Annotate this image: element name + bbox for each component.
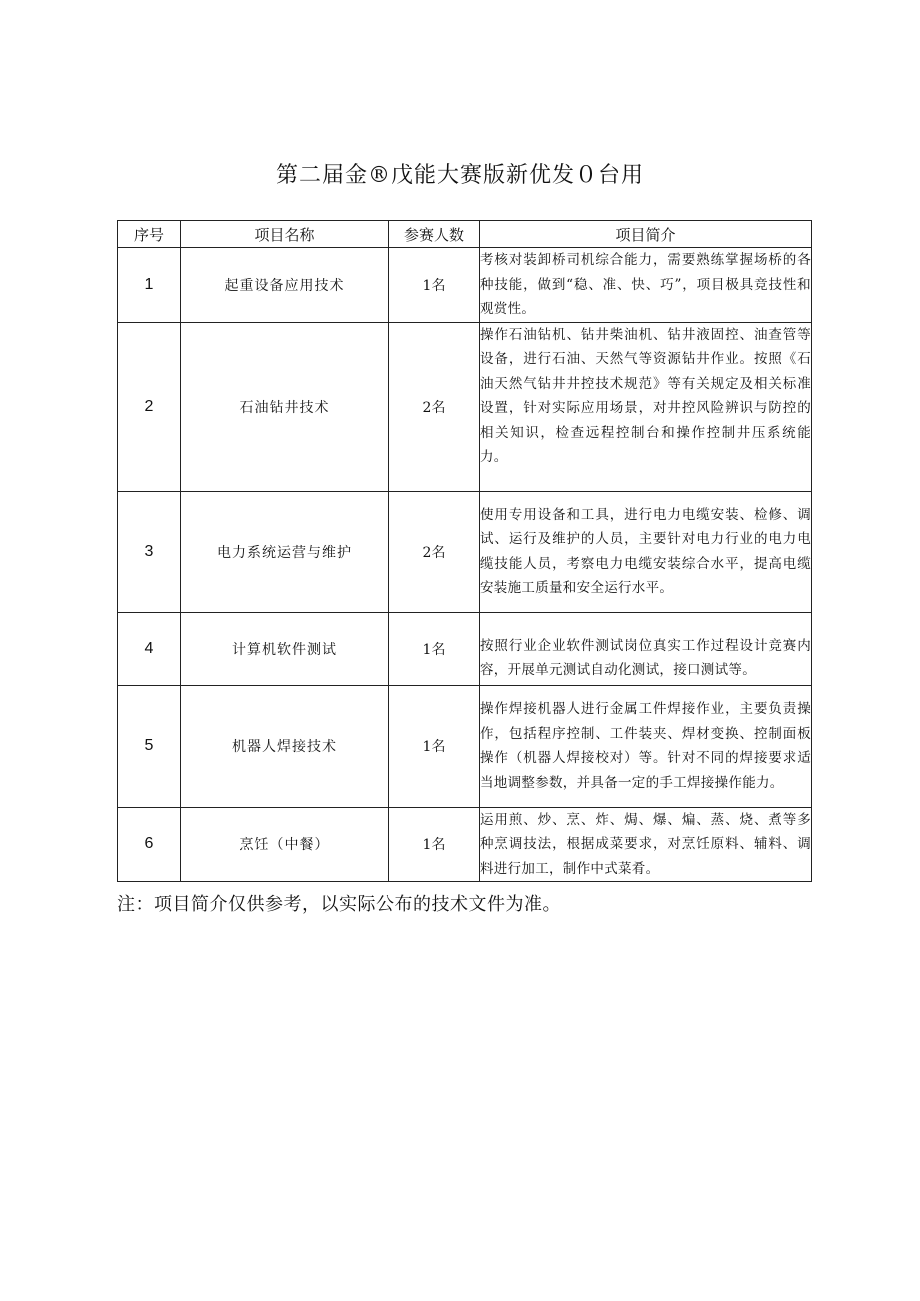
table-header-row bbox=[118, 221, 812, 248]
table-row bbox=[118, 685, 812, 807]
row-index: 3 bbox=[118, 491, 181, 612]
projects-table bbox=[117, 220, 812, 882]
header-project-name: 项目名称 bbox=[181, 221, 389, 248]
row-project-name: 机器人焊接技术 bbox=[181, 685, 389, 807]
table-row bbox=[118, 322, 812, 491]
row-participants: 1名 bbox=[389, 685, 480, 807]
row-index: 6 bbox=[118, 807, 181, 882]
table-row bbox=[118, 612, 812, 685]
row-index: 4 bbox=[118, 612, 181, 685]
header-description: 项目简介 bbox=[480, 221, 812, 248]
row-index: 1 bbox=[118, 248, 181, 323]
table-row bbox=[118, 491, 812, 612]
row-index: 5 bbox=[118, 685, 181, 807]
header-participants: 参赛人数 bbox=[389, 221, 480, 248]
table-row bbox=[118, 248, 812, 323]
table-row bbox=[118, 807, 812, 882]
row-participants: 1名 bbox=[389, 612, 480, 685]
row-description: 考核对装卸桥司机综合能力，需要熟练掌握场桥的各种技能，做到“稳、准、快、巧”，项目极具竞技性和观赏性。 bbox=[480, 248, 812, 323]
row-description: 使用专用设备和工具，进行电力电缆安装、检修、调试、运行及维护的人员，主要针对电力行业的电力电缆技能人员，考察电力电缆安装综合水平，提高电缆安装施工质量和安全运行水平。 bbox=[480, 491, 812, 612]
header-index: 序号 bbox=[118, 221, 181, 248]
row-index: 2 bbox=[118, 322, 181, 491]
row-project-name: 起重设备应用技术 bbox=[181, 248, 389, 323]
row-project-name: 计算机软件测试 bbox=[181, 612, 389, 685]
row-participants: 2名 bbox=[389, 322, 480, 491]
row-description: 操作石油钻机、钻井柴油机、钻井液固控、油查管等设备，进行石油、天然气等资源钻井作业。按照《石油天然气钻井井控技术规范》等有关规定及相关标准设置，针对实际应用场景，对井控风险辨识与防控的相关知识，检查远程控制台和操作控制井压系统能力。 bbox=[480, 322, 812, 491]
row-description: 操作焊接机器人进行金属工件焊接作业，主要负责操作，包括程序控制、工件装夹、焊材变换、控制面板操作（机器人焊接校对）等。针对不同的焊接要求适当地调整参数，并具备一定的手工焊接操作能力。 bbox=[480, 685, 812, 807]
row-participants: 1名 bbox=[389, 807, 480, 882]
row-description: 运用煎、炒、烹、炸、焗、爆、煸、蒸、烧、煮等多种烹调技法，根据成菜要求，对烹饪原料、辅料、调料进行加工，制作中式菜肴。 bbox=[480, 807, 812, 882]
row-participants: 2名 bbox=[389, 491, 480, 612]
row-description: 按照行业企业软件测试岗位真实工作过程设计竞赛内容，开展单元测试自动化测试，接口测试等。 bbox=[480, 612, 812, 685]
row-participants: 1名 bbox=[389, 248, 480, 323]
row-project-name: 电力系统运营与维护 bbox=[181, 491, 389, 612]
row-project-name: 石油钻井技术 bbox=[181, 322, 389, 491]
row-project-name: 烹饪（中餐） bbox=[181, 807, 389, 882]
footnote: 注：项目简介仅供参考，以实际公布的技术文件为准。 bbox=[117, 894, 561, 915]
page-title: 第二届金®戊能大赛版新优发０台用 bbox=[275, 163, 644, 188]
